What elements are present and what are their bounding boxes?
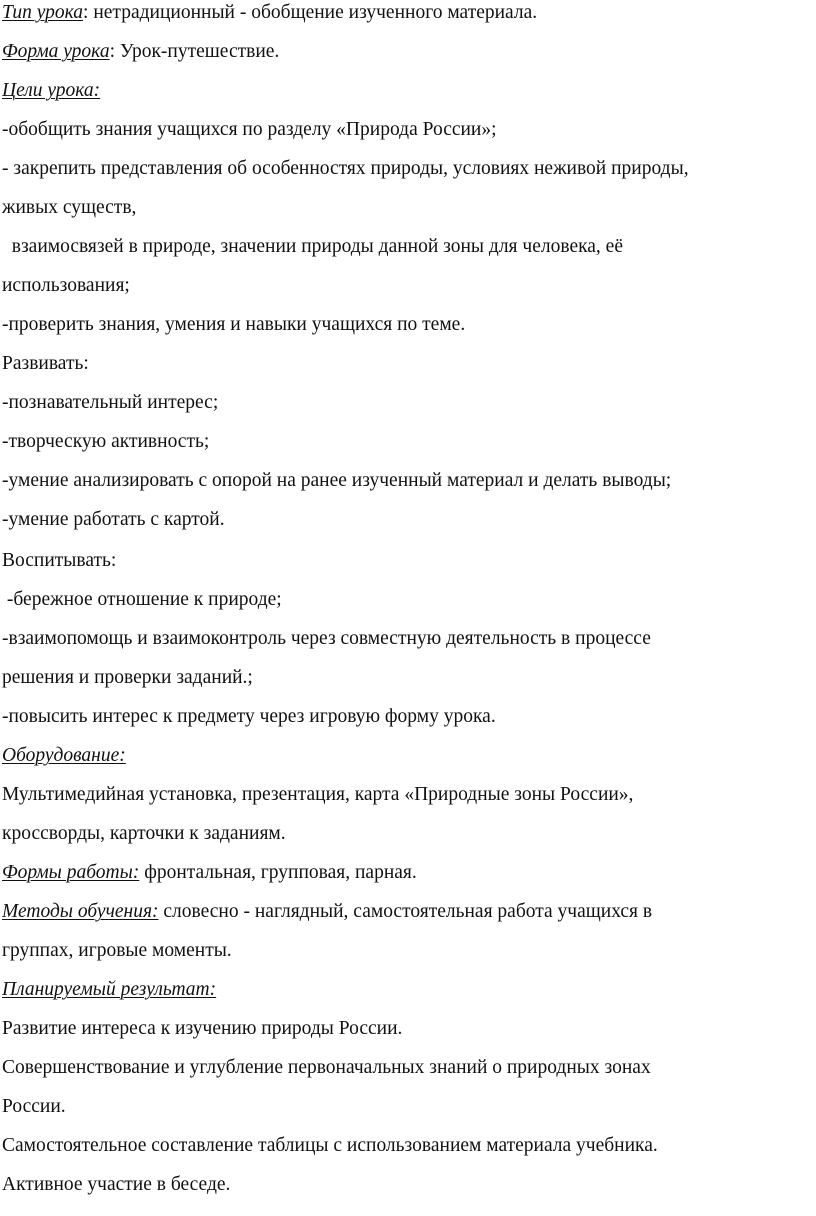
educate-item: -взаимопомощь и взаимоконтроль через совместную деятельность в процессе — [2, 628, 651, 649]
planned-result-line: Совершенствование и углубление первоначальных знаний о природных зонах — [2, 1057, 651, 1078]
educate-heading: Воспитывать: — [2, 550, 117, 571]
develop-item: -творческую активность; — [2, 431, 210, 452]
goal-item: - закрепить представления об особенностях природы, условиях неживой природы, — [2, 158, 689, 179]
educate-item: решения и проверки заданий.; — [2, 667, 253, 688]
planned-result-line: Активное участие в беседе. — [2, 1174, 231, 1195]
methods-text: словесно - наглядный, самостоятельная работа учащихся в — [158, 901, 653, 922]
goals-label: Цели урока: — [2, 80, 101, 101]
equipment-line: кроссворды, карточки к заданиям. — [2, 823, 286, 844]
work-forms-label: Формы работы: — [2, 862, 140, 883]
lesson-type-label: Тип урока — [2, 2, 84, 23]
planned-result-label: Планируемый результат: — [2, 979, 217, 1000]
goal-item: использования; — [2, 275, 130, 296]
work-forms-text: фронтальная, групповая, парная. — [139, 862, 417, 883]
goal-item: -обобщить знания учащихся по разделу «Природа России»; — [2, 119, 497, 140]
methods-line — [2, 900, 652, 924]
equipment-label: Оборудование: — [2, 745, 126, 766]
develop-item: -познавательный интерес; — [2, 392, 219, 413]
educate-item: -бережное отношение к природе; — [2, 589, 282, 610]
planned-result-line: России. — [2, 1096, 66, 1117]
planned-result-line: Развитие интереса к изучению природы России. — [2, 1018, 403, 1039]
lesson-form-line — [2, 40, 279, 64]
goal-item: взаимосвязей в природе, значении природы данной зоны для человека, её — [2, 236, 623, 257]
goal-item: -проверить знания, умения и навыки учащихся по теме. — [2, 314, 466, 335]
lesson-type-text: : нетрадиционный - обобщение изученного материала. — [83, 2, 538, 23]
methods-continuation: группах, игровые моменты. — [2, 940, 232, 961]
equipment-line: Мультимедийная установка, презентация, карта «Природные зоны России», — [2, 784, 634, 805]
goal-item: живых существ, — [2, 197, 137, 218]
educate-item: -повысить интерес к предмету через игровую форму урока. — [2, 706, 496, 727]
planned-result-heading-line — [2, 978, 216, 1002]
lesson-form-label: Форма урока — [2, 41, 110, 62]
develop-item: -умение работать с картой. — [2, 509, 225, 530]
develop-heading: Развивать: — [2, 353, 89, 374]
planned-result-line: Самостоятельное составление таблицы с использованием материала учебника. — [2, 1135, 658, 1156]
develop-item: -умение анализировать с опорой на ранее изученный материал и делать выводы; — [2, 470, 672, 491]
lesson-form-text: : Урок-путешествие. — [109, 41, 280, 62]
lesson-type-line — [2, 1, 537, 25]
equipment-heading-line — [2, 744, 126, 768]
work-forms-line — [2, 861, 417, 885]
goals-heading-line — [2, 79, 100, 103]
methods-label: Методы обучения: — [2, 901, 159, 922]
